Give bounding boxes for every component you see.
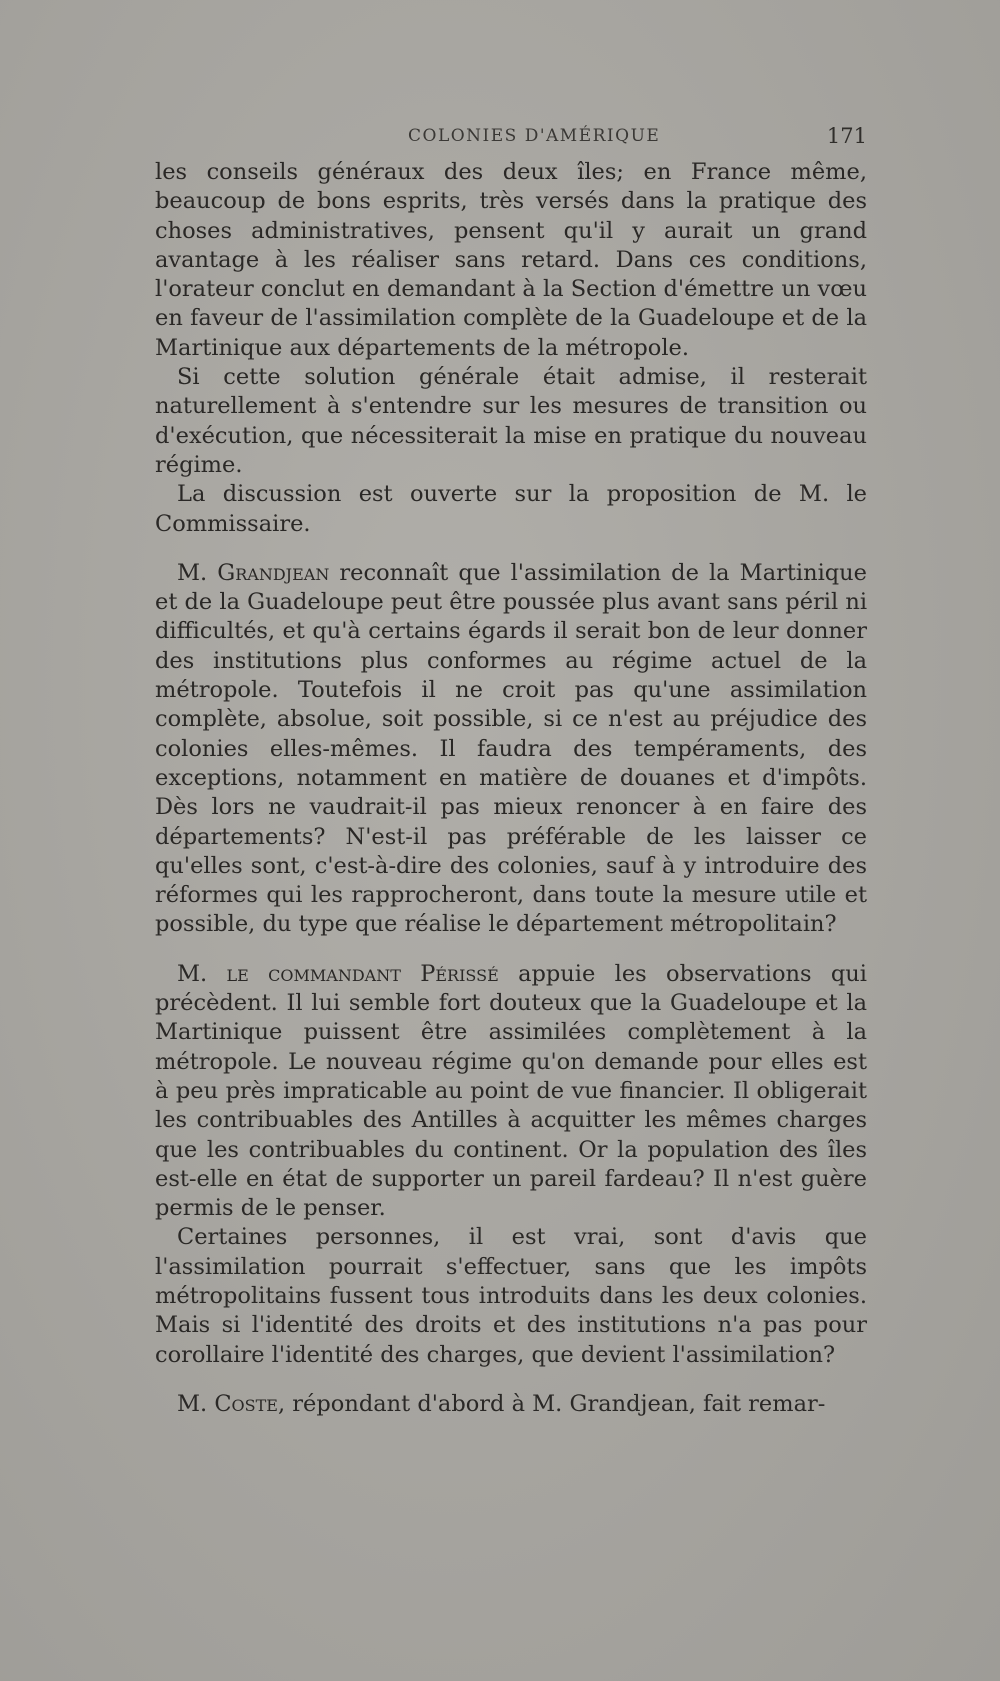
- paragraph-text: appuie les observations qui précèdent. Il lui semble fort douteux que la Guadeloupe et la Martinique puissent être assimilées complètement à la métropole. Le nouveau régime qu'on demande pour elles est à peu près impraticable au point de vue financier. Il obligerait les contribuables des Antilles à acquitter les mêmes charges que les contribuables du continent. Or la population des îles est-elle en état de supporter un pareil fardeau? Il n'est guère permis de le penser.: [155, 960, 867, 1222]
- paragraph-continued: [155, 158, 867, 363]
- paragraph: [155, 559, 867, 940]
- paragraph-text: La discussion est ouverte sur la proposition de M. le Commissaire.: [155, 481, 867, 537]
- paragraph-text: , répondant d'abord à M. Grandjean, fait remar-: [278, 1390, 826, 1417]
- paragraph-text: Si cette solution générale était admise, il resterait naturellement à s'entendre sur les mesures de transition ou d'exécution, que nécessiterait la mise en pratique du nouveau régime.: [155, 364, 867, 478]
- paragraph-text: reconnaît que l'assimilation de la Martinique et de la Guadeloupe peut être poussée plus avant sans péril ni difficultés, et qu'à certains égards il serait bon de leur donner des institutions plus conformes au régime actuel de la métropole. Toutefois il ne croit pas qu'une assimilation complète, absolue, soit possible, si ce n'est au préjudice des colonies elles-mêmes. Il faudra des tempéraments, des exceptions, notamment en matière de douanes et d'impôts. Dès lors ne vaudrait-il pas mieux renoncer à en faire des départements? N'est-il pas préférable de les laisser ce qu'elles sont, c'est-à-dire des colonies, sauf à y introduire des réformes qui les rapprocheront, dans toute la mesure utile et possible, du type que réalise le département métropolitain?: [155, 559, 868, 938]
- paragraph-text: les conseils généraux des deux îles; en France même, beaucoup de bons esprits, très versés dans la pratique des choses administratives, pensent qu'il y aurait un grand avantage à les réaliser sans retard. Dans ces conditions, l'orateur conclut en demandant à la Section d'émettre un vœu en faveur de l'assimilation complète de la Guadeloupe et de la Martinique aux départements de la métropole.: [155, 159, 867, 361]
- page-number: 171: [826, 124, 867, 148]
- paragraph: [155, 960, 867, 1224]
- paragraph: [155, 480, 867, 539]
- paragraph: [155, 1223, 867, 1369]
- speaker-name: M. le commandant Périssé: [177, 960, 499, 987]
- running-title: COLONIES D'AMÉRIQUE: [408, 126, 661, 146]
- speaker-name: M. Coste: [177, 1390, 278, 1417]
- paragraph-text: Certaines personnes, il est vrai, sont d'avis que l'assimilation pourrait s'effectuer, sans que les impôts métropolitains fussent tous introduits dans les deux colonies. Mais si l'identité des droits et des institutions n'a pas pour corollaire l'identité des charges, que devient l'assimilation?: [155, 1224, 867, 1368]
- paragraph: [155, 363, 867, 480]
- speaker-name: M. Grandjean: [177, 559, 330, 586]
- page-header: [155, 126, 867, 156]
- page-body: [155, 158, 867, 1419]
- paragraph: [155, 1390, 867, 1419]
